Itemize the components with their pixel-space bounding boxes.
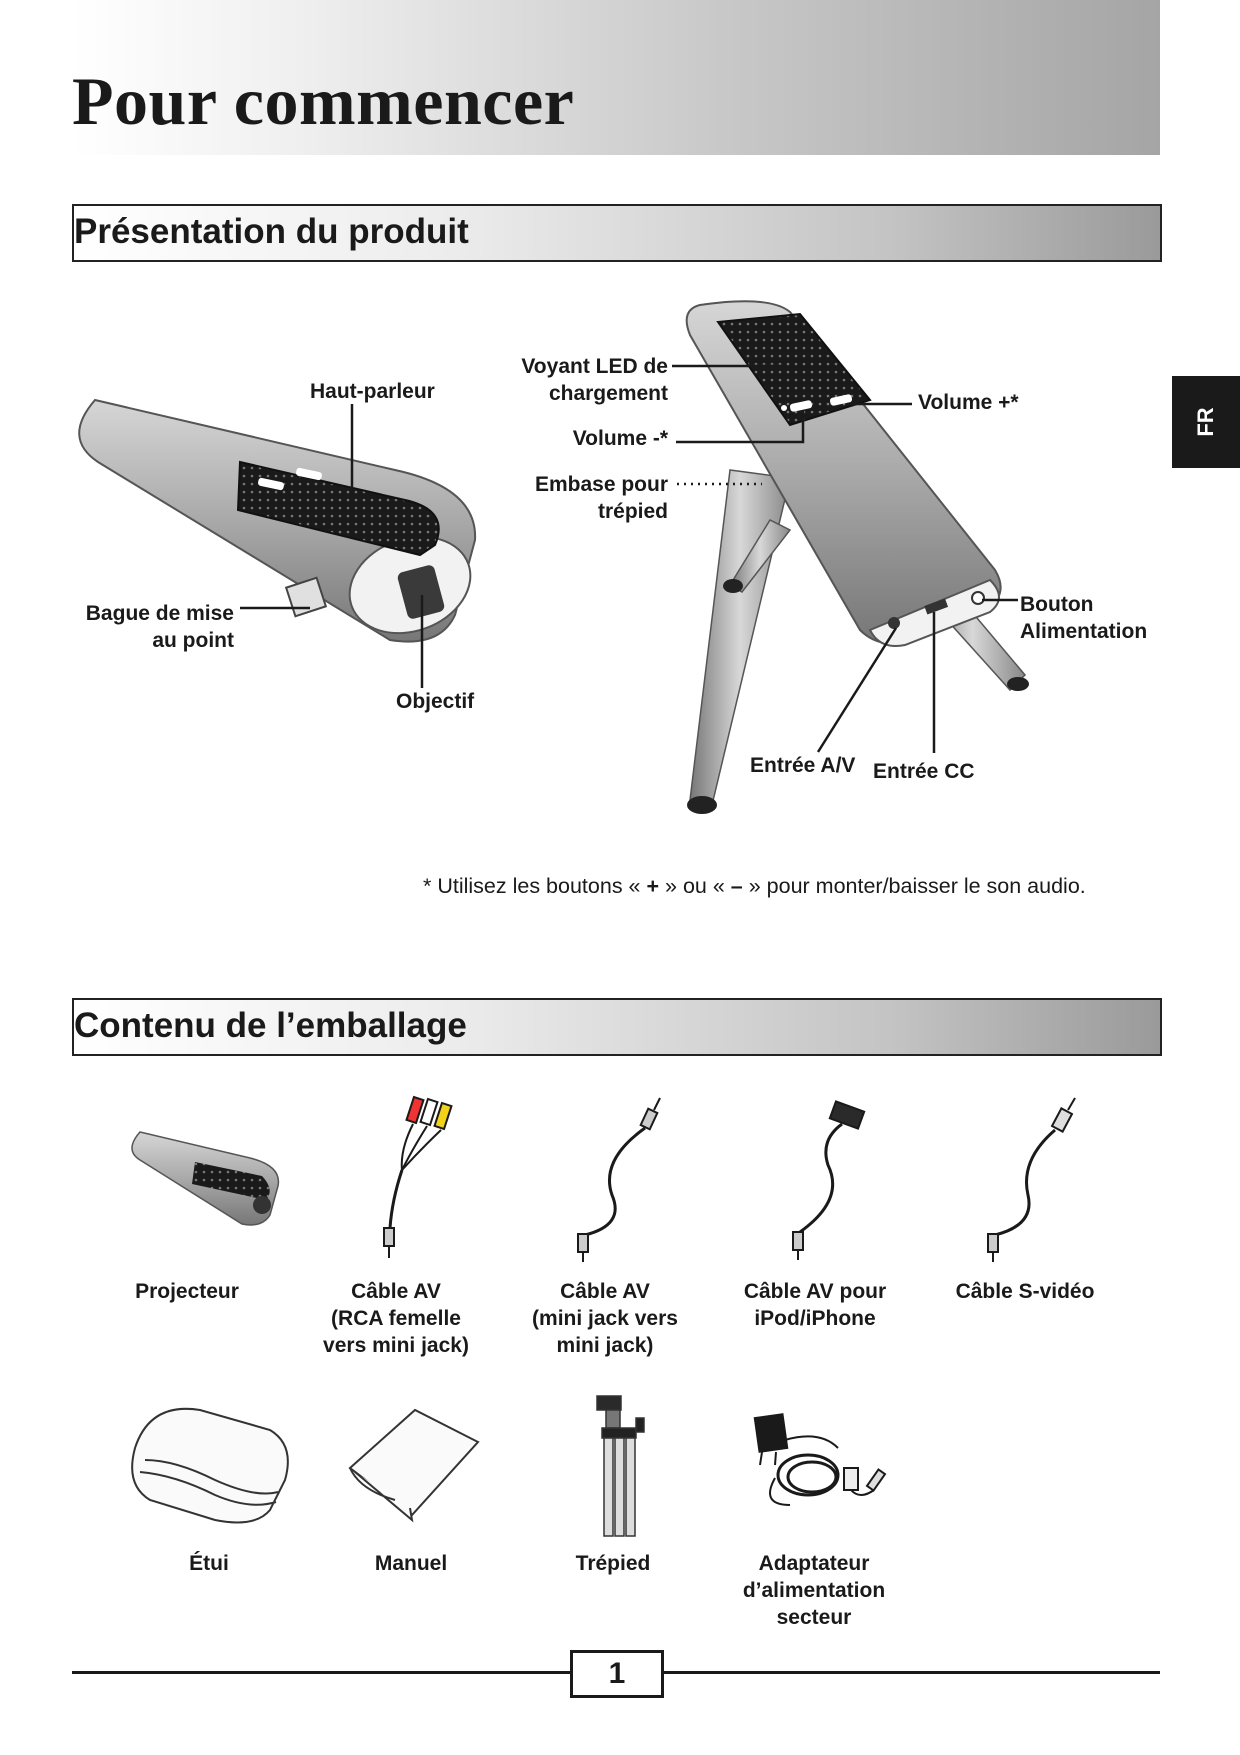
s-video-cable-icon xyxy=(988,1098,1075,1262)
item-label-manual: Manuel xyxy=(374,1552,448,1575)
label-speaker: Haut-parleur xyxy=(310,380,435,403)
label-tripod-mount: Embase pour trépied xyxy=(534,473,668,523)
section-header-package-contents xyxy=(72,998,1162,1056)
rca-cable-icon xyxy=(384,1097,451,1258)
language-tab-label: FR xyxy=(1193,407,1218,437)
label-focus-ring: Bague de mise au point xyxy=(85,602,234,652)
item-label-rca-cable: Câble AV (RCA femelle vers mini jack) xyxy=(323,1280,469,1357)
label-power-button: Bouton Alimentation xyxy=(1020,593,1148,643)
section-title: Contenu de l’emballage xyxy=(74,1006,467,1045)
page-title: Pour commencer xyxy=(72,63,575,139)
label-volume-plus: Volume +* xyxy=(918,391,1019,414)
manual-icon xyxy=(350,1410,478,1520)
leader-av-in xyxy=(818,628,896,752)
mini-jack-cable-icon xyxy=(578,1098,660,1262)
label-dc-input: Entrée CC xyxy=(873,760,975,783)
item-label-tripod: Trépied xyxy=(575,1552,651,1575)
volume-note: * Utilisez les boutons « + » ou « – » pour monter/baisser le son audio. xyxy=(423,874,1086,898)
item-label-power-adapter: Adaptateur d’alimentation secteur xyxy=(742,1552,886,1629)
item-label-ipod-cable: Câble AV pour iPod/iPhone xyxy=(743,1280,887,1330)
item-label-mini-jack-cable: Câble AV (mini jack vers mini jack) xyxy=(532,1280,678,1357)
item-label-projector: Projecteur xyxy=(135,1280,239,1303)
ipod-cable-icon xyxy=(793,1101,864,1260)
section-title: Présentation du produit xyxy=(74,212,469,251)
projector-on-tripod-illustration xyxy=(687,301,1029,814)
item-label-pouch: Étui xyxy=(189,1552,229,1575)
label-av-input: Entrée A/V xyxy=(750,754,856,777)
pouch-icon xyxy=(132,1409,288,1523)
page-number: 1 xyxy=(570,1650,664,1698)
item-label-s-video-cable: Câble S-vidéo xyxy=(955,1280,1095,1303)
power-adapter-icon xyxy=(755,1414,885,1505)
label-charging-led: Voyant LED de chargement xyxy=(521,355,668,405)
label-volume-minus: Volume -* xyxy=(572,427,668,450)
label-lens: Objectif xyxy=(396,690,475,713)
tripod-icon xyxy=(597,1396,644,1536)
projector-thumbnail-icon xyxy=(132,1132,278,1225)
